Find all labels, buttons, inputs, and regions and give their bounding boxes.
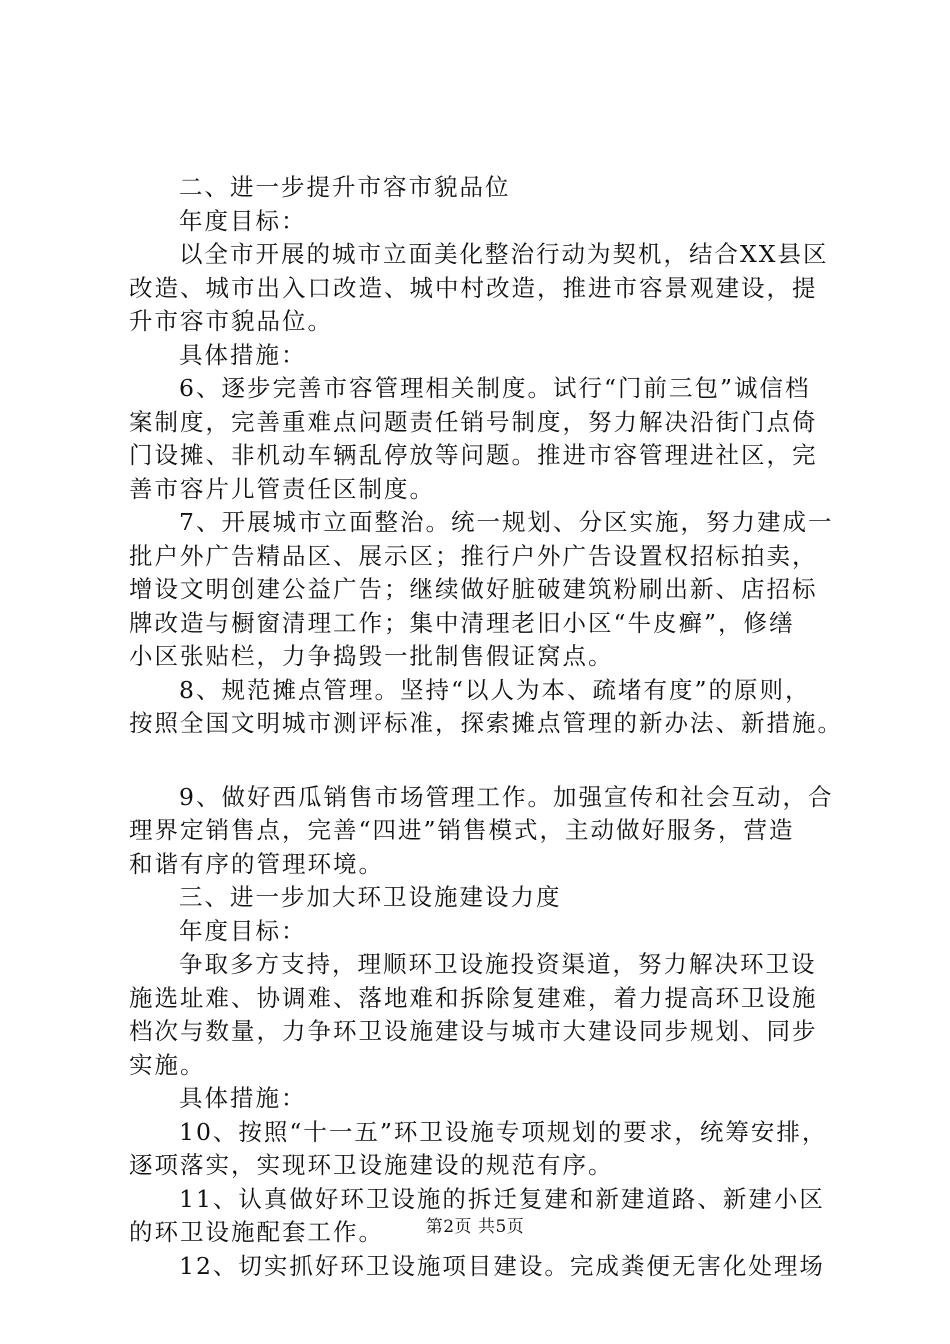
paragraph-line: 施选址难、协调难、落地难和拆除复建难，着力提高环卫设施 bbox=[129, 983, 818, 1012]
paragraph-line: 牌改造与橱窗清理工作；集中清理老旧小区“牛皮癣”，修缮 bbox=[129, 608, 795, 637]
paragraph-line: 争取多方支持，理顺环卫设施投资渠道，努力解决环卫设 bbox=[179, 950, 817, 978]
paragraph-line: 的环卫设施配套工作。 bbox=[129, 1218, 384, 1246]
paragraph-line: 7、开展城市立面整治。统一规划、分区实施，努力建成一 bbox=[179, 508, 834, 536]
paragraph-line: 实施。 bbox=[129, 1050, 206, 1079]
paragraph-line: 小区张贴栏，力争捣毁一批制售假证窝点。 bbox=[129, 642, 614, 670]
paragraph-line: 10、按照“十一五”环卫设施专项规划的要求，统筹安排， bbox=[179, 1117, 828, 1146]
paragraph-line: 改造、城市出入口改造、城中村改造，推进市容景观建设，提 bbox=[129, 273, 818, 302]
paragraph-line: 和谐有序的管理环境。 bbox=[129, 849, 384, 878]
paragraph-line: 理界定销售点，完善“四进”销售模式，主动做好服务，营造 bbox=[129, 816, 795, 844]
paragraph-gap bbox=[129, 741, 845, 781]
paragraph-line: 6、逐步完善市容管理相关制度。试行“门前三包”诚信档 bbox=[179, 374, 811, 402]
paragraph-line: 门设摊、非机动车辆乱停放等问题。推进市容管理进社区，完 bbox=[129, 441, 818, 469]
paragraph-line: 逐项落实，实现环卫设施建设的规范有序。 bbox=[129, 1151, 614, 1179]
paragraph-line: 档次与数量，力争环卫设施建设与城市大建设同步规划、同步 bbox=[129, 1017, 818, 1045]
subheading: 具体措施： bbox=[179, 1084, 307, 1112]
paragraph-line: 按照全国文明城市测评标准，探索摊点管理的新办法、新措施。 bbox=[129, 709, 843, 737]
paragraph-line: 升市容市貌品位。 bbox=[129, 307, 333, 335]
section-heading: 二、进一步提升市容市貌品位 bbox=[179, 173, 511, 201]
document-body bbox=[129, 171, 845, 1283]
paragraph-line: 11、认真做好环卫设施的拆迁复建和新建道路、新建小区 bbox=[179, 1184, 825, 1213]
paragraph-line: 增设文明创建公益广告；继续做好脏破建筑粉刷出新、店招标 bbox=[129, 575, 818, 603]
paragraph-line: 8、规范摊点管理。坚持“以人为本、疏堵有度”的原则， bbox=[179, 675, 811, 704]
subheading: 具体措施： bbox=[179, 340, 307, 369]
section-heading: 三、进一步加大环卫设施建设力度 bbox=[179, 883, 562, 911]
subheading: 年度目标： bbox=[179, 206, 307, 235]
paragraph-line: 案制度，完善重难点问题责任销号制度，努力解决沿街门点倚 bbox=[129, 407, 818, 436]
paragraph-line: 批户外广告精品区、展示区；推行户外广告设置权招标拍卖， bbox=[129, 541, 818, 570]
paragraph-line: 12、切实抓好环卫设施项目建设。完成粪便无害化处理场 bbox=[179, 1251, 825, 1280]
paragraph-line: 9、做好西瓜销售市场管理工作。加强宣传和社会互动，合 bbox=[179, 782, 834, 811]
subheading: 年度目标： bbox=[179, 916, 307, 945]
page-number-footer: 第2页 共5页 bbox=[425, 1217, 525, 1237]
paragraph-line: 善市容片儿管责任区制度。 bbox=[129, 474, 435, 503]
paragraph-line: 以全市开展的城市立面美化整治行动为契机，结合XX县区 bbox=[179, 240, 829, 268]
